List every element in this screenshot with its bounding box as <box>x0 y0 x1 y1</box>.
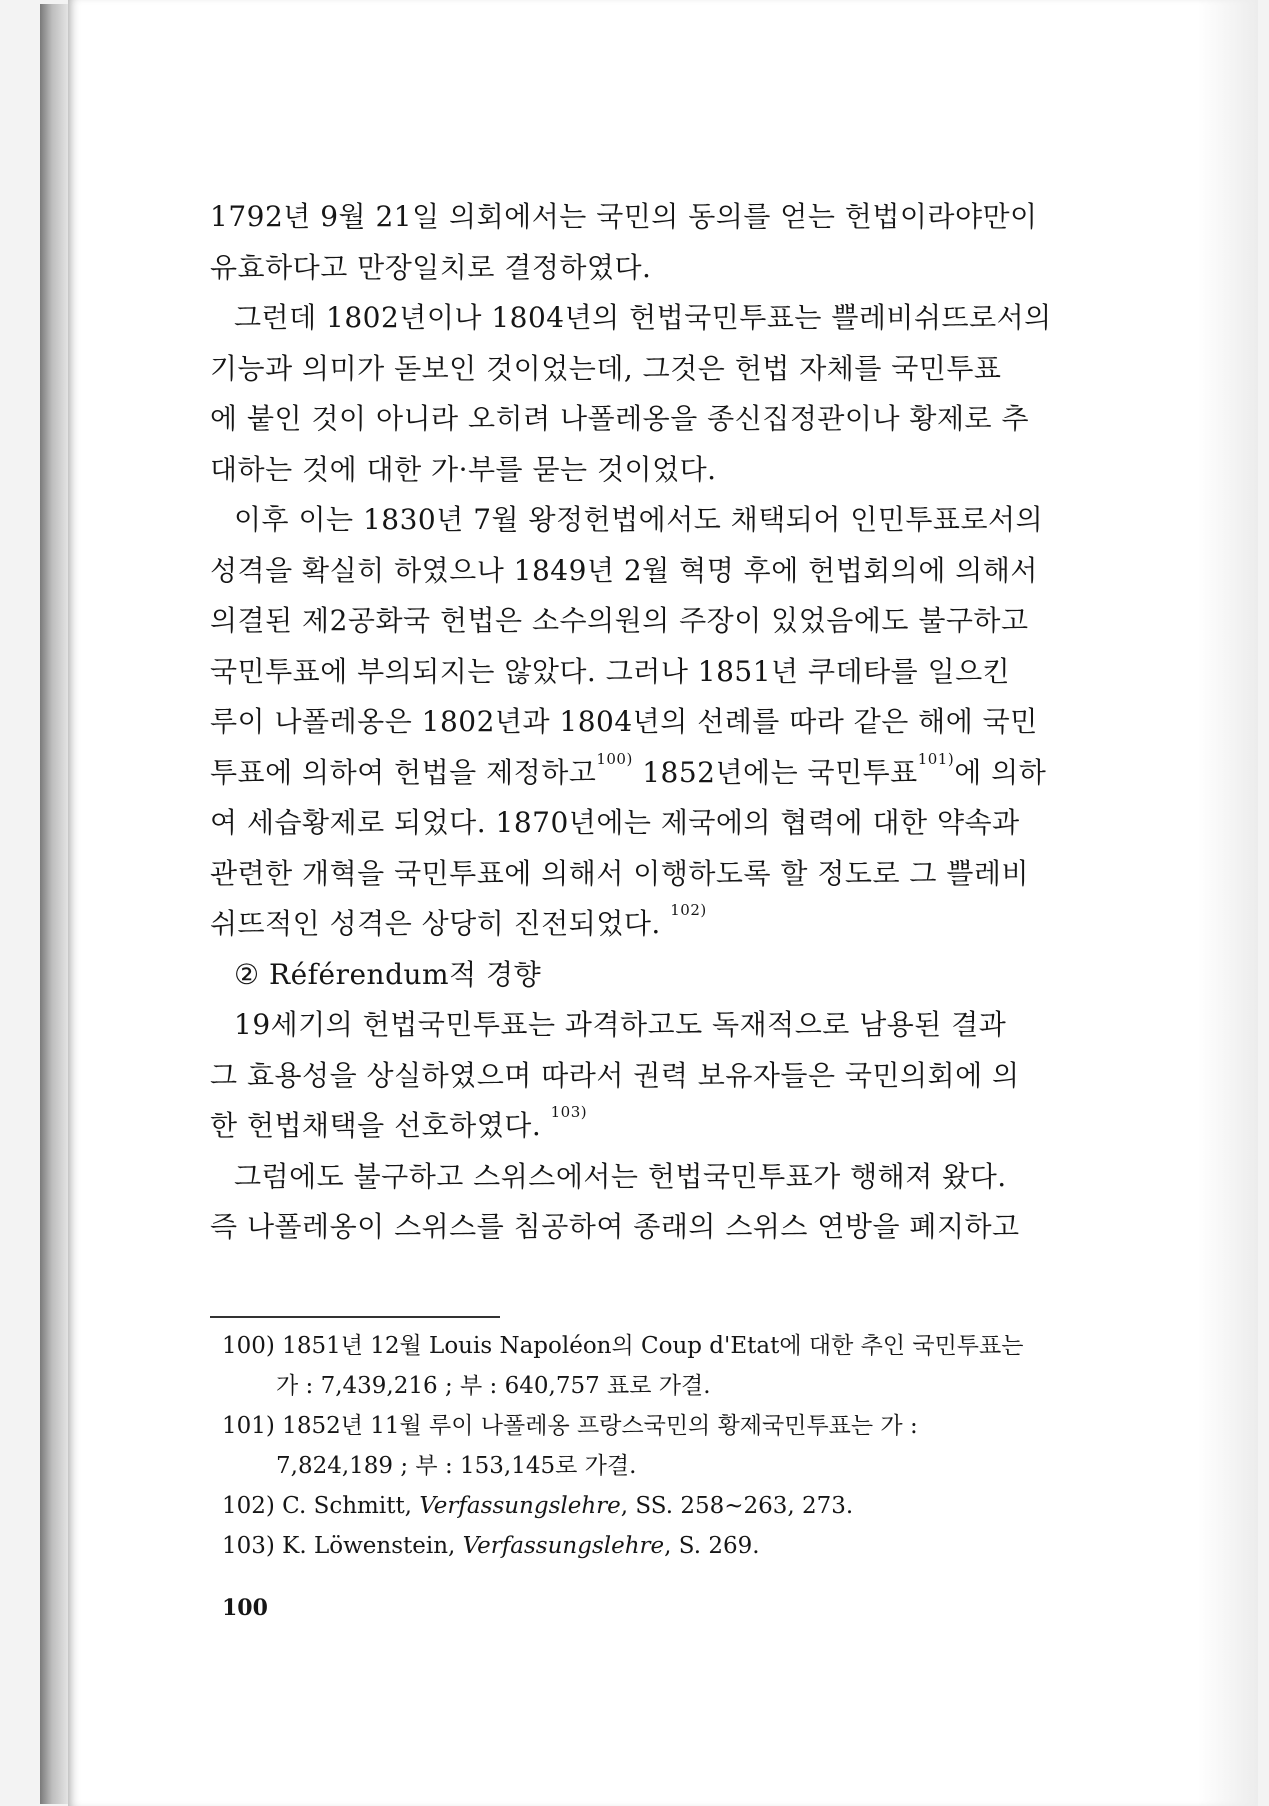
text-segment: 한 헌법채택을 선호하였다. <box>210 1109 551 1142</box>
text-line <box>210 1101 1130 1152</box>
footnote-ref-102[interactable]: 102) <box>670 901 707 919</box>
text-segment: 에 의하 <box>954 755 1047 789</box>
text-segment: 1852년에는 국민투표 <box>632 755 918 789</box>
text-line <box>210 899 1130 950</box>
footnote-ref-103[interactable]: 103) <box>550 1103 588 1121</box>
footnote-text: , SS. 258~263, 273. <box>620 1493 854 1519</box>
footnote-100-cont: 가 : 7,439,216 ; 부 : 640,757 표로 가결. <box>276 1373 711 1399</box>
book-spine-edge <box>40 4 70 1804</box>
section-heading: ② Référendum적 경향 <box>234 957 542 991</box>
text-line: 1792년 9월 21일 의회에서는 국민의 동의를 얻는 헌법이라야만이 <box>210 200 1038 233</box>
page-shadow <box>1198 0 1258 1806</box>
text-segment: 투표에 의하여 헌법을 제정하고 <box>210 755 597 789</box>
text-line: 19세기의 헌법국민투표는 과격하고도 독재적으로 남용된 결과 <box>234 1008 1007 1041</box>
footnote-divider <box>210 1316 500 1318</box>
footnote-103 <box>222 1526 1132 1566</box>
footnote-ref-101[interactable]: 101) <box>917 749 955 768</box>
footnote-text: 102) C. Schmitt, <box>222 1493 420 1519</box>
text-line: 여 세습황제로 되었다. 1870년에는 제국에의 협력에 대한 약속과 <box>210 806 1020 839</box>
text-line: 그 효용성을 상실하였으며 따라서 권력 보유자들은 국민의회에 의 <box>210 1058 1020 1092</box>
text-line: 의결된 제2공화국 헌법은 소수의원의 주장이 있었음에도 불구하고 <box>210 604 1029 637</box>
text-line: 국민투표에 부의되지는 않았다. 그러나 1851년 쿠데타를 일으킨 <box>210 654 1011 688</box>
footnote-text: , S. 269. <box>664 1533 760 1559</box>
book-title: Verfassungslehre <box>419 1493 621 1519</box>
text-line: 대하는 것에 대한 가·부를 묻는 것이었다. <box>210 452 717 486</box>
footnote-101-cont: 7,824,189 ; 부 : 153,145로 가결. <box>276 1453 637 1479</box>
text-line <box>210 748 1130 799</box>
text-line: 그럼에도 불구하고 스위스에서는 헌법국민투표가 행해져 왔다. <box>234 1159 1007 1193</box>
footnote-text: 103) K. Löwenstein, <box>222 1533 463 1559</box>
body-text <box>210 192 1130 1253</box>
text-line: 그런데 1802년이나 1804년의 헌법국민투표는 쁠레비쉬뜨로서의 <box>234 301 1052 334</box>
text-line: 루이 나폴레옹은 1802년과 1804년의 선례를 따라 같은 해에 국민 <box>210 705 1038 738</box>
footnote-100: 100) 1851년 12월 Louis Napoléon의 Coup d'Etat에 대한 추인 국민투표는 <box>222 1333 1024 1359</box>
footnote-102 <box>222 1486 1132 1526</box>
text-line: 유효하다고 만장일치로 결정하였다. <box>210 250 652 284</box>
text-line: 기능과 의미가 돋보인 것이었는데, 그것은 헌법 자체를 국민투표 <box>210 351 1002 385</box>
text-line: 이후 이는 1830년 7월 왕정헌법에서도 채택되어 인민투표로서의 <box>234 503 1044 536</box>
page-number: 100 <box>222 1595 268 1621</box>
text-line: 즉 나폴레옹이 스위스를 침공하여 종래의 스위스 연방을 폐지하고 <box>210 1210 1020 1243</box>
text-line: 관련한 개혁을 국민투표에 의해서 이행하도록 할 정도로 그 쁠레비 <box>210 856 1030 890</box>
text-line: 성격을 확실히 하였으나 1849년 2월 혁명 후에 헌법회의에 의해서 <box>210 553 1038 587</box>
footnote-101: 101) 1852년 11월 루이 나폴레옹 프랑스국민의 황제국민투표는 가 : <box>222 1413 918 1439</box>
text-segment: 쉬뜨적인 성격은 상당히 진전되었다. <box>210 907 671 940</box>
book-title: Verfassungslehre <box>462 1533 665 1559</box>
footnotes <box>222 1326 1132 1566</box>
text-line: 에 붙인 것이 아니라 오히려 나폴레옹을 종신집정관이나 황제로 추 <box>210 402 1030 435</box>
footnote-ref-100[interactable]: 100) <box>596 749 633 768</box>
